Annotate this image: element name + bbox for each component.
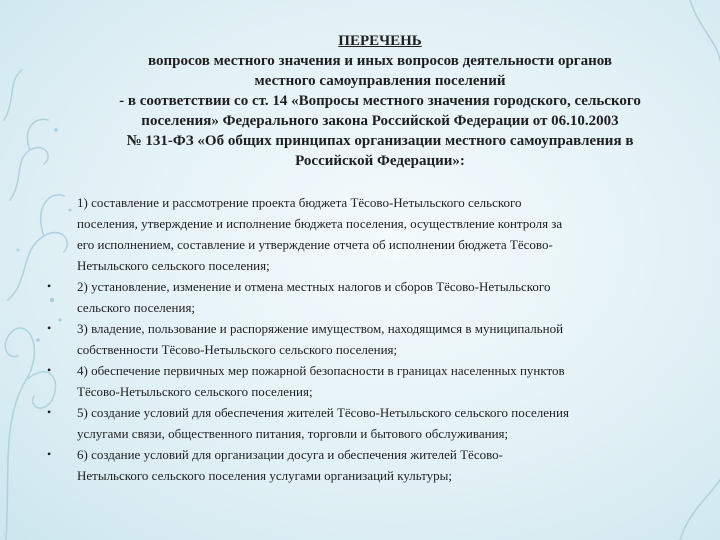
list-item-line: 2) установление, изменение и отмена местных налогов и сборов Тёсово-Нетыльского: [77, 279, 551, 294]
list-item-line: 3) владение, пользование и распоряжение имуществом, находящимся в муниципальной: [77, 321, 564, 336]
heading-line: местного самоуправления поселений: [254, 73, 506, 89]
bullet-icon: •: [47, 405, 52, 419]
list-item-line: его исполнением, составление и утверждение отчета об исполнении бюджета Тёсово-: [77, 237, 553, 252]
heading-line: поселения» Федерального закона Российской Федерации от 06.10.2003: [141, 113, 619, 129]
document-heading: [40, 31, 720, 171]
bullet-icon: •: [47, 363, 52, 377]
heading-line: № 131-ФЗ «Об общих принципах организации местного самоуправления в: [126, 133, 634, 149]
issues-list: [47, 192, 707, 486]
list-item-line: поселения, утверждение и исполнение бюджета поселения, осуществление контроля за: [77, 216, 563, 231]
list-item-line: собственности Тёсово-Нетыльского сельского поселения;: [77, 342, 398, 357]
bullet-icon: •: [47, 321, 52, 335]
bullet-icon: •: [47, 447, 52, 461]
list-item-line: 1) составление и рассмотрение проекта бюджета Тёсово-Нетыльского сельского: [77, 195, 522, 210]
list-item: [77, 192, 707, 276]
list-item-line: Тёсово-Нетыльского сельского поселения;: [77, 384, 313, 399]
list-item-line: Нетыльского сельского поселения услугами организаций культуры;: [77, 468, 453, 483]
heading-line: вопросов местного значения и иных вопросов деятельности органов: [148, 53, 612, 69]
list-item-line: Нетыльского сельского поселения;: [77, 258, 270, 273]
list-item: [47, 318, 707, 360]
document-title: ПЕРЕЧЕНЬ: [338, 33, 422, 49]
list-item-line: услугами связи, общественного питания, торговли и бытового обслуживания;: [77, 426, 509, 441]
list-item-line: 4) обеспечение первичных мер пожарной безопасности в границах населенных пунктов: [77, 363, 565, 378]
list-item-line: 5) создание условий для обеспечения жителей Тёсово-Нетыльского сельского поселения: [77, 405, 569, 420]
list-item: [47, 444, 707, 486]
list-item-line: 6) создание условий для организации досуга и обеспечения жителей Тёсово-: [77, 447, 503, 462]
list-item: [47, 276, 707, 318]
heading-line: - в соответствии со ст. 14 «Вопросы местного значения городского, сельского: [119, 93, 641, 109]
list-item: [47, 360, 707, 402]
list-item: [47, 402, 707, 444]
list-item-line: сельского поселения;: [77, 300, 196, 315]
bullet-icon: •: [47, 279, 52, 293]
heading-line: Российской Федерации»:: [295, 153, 465, 169]
